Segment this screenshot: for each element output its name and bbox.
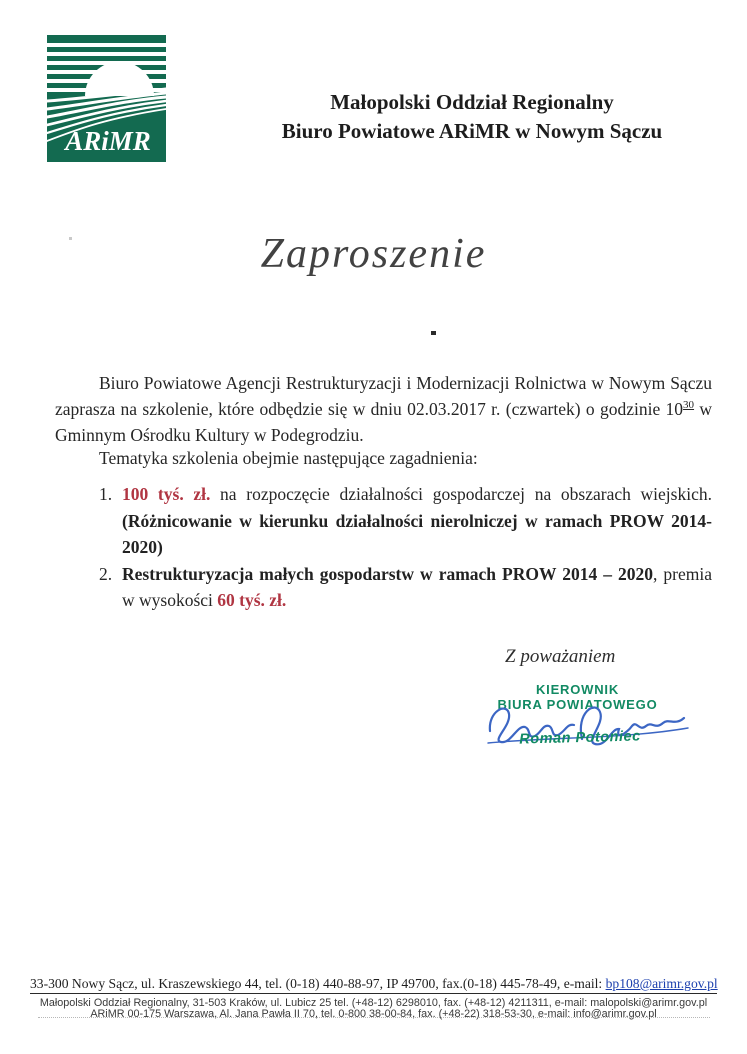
letterhead-line2: Biuro Powiatowe ARiMR w Nowym Sączu [281, 119, 663, 143]
topics-lead-paragraph: Tematyka szkolenia obejmie następujące zagadnienia: [99, 447, 478, 468]
list-item-1-bold: (Różnicowanie w kierunku działalności nierolniczej w ramach PROW 2014-2020) [122, 510, 712, 557]
topics-list [99, 481, 712, 614]
document-title: Zaproszenie [260, 231, 487, 277]
list-item-2-number: 2. [99, 563, 113, 584]
list-item-2 [99, 561, 712, 614]
arimr-logo [47, 35, 166, 162]
arimr-logo-text: ARiMR [65, 126, 151, 156]
closing-phrase: Z poważaniem [505, 646, 616, 667]
stamp-name: Roman Potoniec [519, 728, 641, 748]
list-item-1-number: 1. [99, 484, 113, 504]
list-item-1 [99, 481, 712, 561]
scan-speck [431, 331, 436, 335]
footer-dotted-line [38, 1017, 710, 1018]
footer-divider [30, 993, 717, 994]
intro-text-2: w Gminnym Ośrodku Kultury w Podegrodziu. [55, 398, 713, 445]
intro-text-1: Biuro Powiatowe Agencji Restrukturyzacji i Modernizacji Rolnictwa w Nowym Sączu zaprasza na szkolenie, które odbędzie się w dniu 02.03.2017 r. (czwartek) o godzinie 10 [55, 372, 712, 419]
list-item-1-text: na rozpoczęcie działalności gospodarczej na obszarach wiejskich. [210, 484, 712, 504]
intro-paragraph [55, 370, 712, 448]
footer-office-line [30, 976, 717, 992]
scan-speck-faint [69, 237, 72, 240]
footer-regional-line: Małopolski Oddział Regionalny, 31-503 Kraków, ul. Lubicz 25 tel. (+48-12) 6298010, fax. (+48-12) 4211311, e-mail: malopolski@arimr.gov.pl [39, 997, 708, 1009]
footer-email-link[interactable]: bp108@arimr.gov.pl [605, 976, 718, 991]
footer-hq-line: ARiMR 00-175 Warszawa, Al. Jana Pawła II 70, tel. 0-800 38-00-84, fax. (+48-22) 318-53-30, e-mail: info@arimr.gov.pl [90, 1008, 657, 1020]
footer-office-text: 33-300 Nowy Sącz, ul. Kraszewskiego 44, tel. (0-18) 440-88-97, IP 49700, fax.(0-18) 445-78-49, e-mail: [30, 976, 606, 991]
letterhead-line1: Małopolski Oddział Regionalny [330, 90, 614, 114]
stamp-title-line2: BIURA POWIATOWEGO [497, 696, 658, 712]
list-item-2-bold: Restrukturyzacja małych gospodarstw w ramach PROW 2014 – 2020 [122, 563, 653, 584]
arimr-logo-icon [47, 35, 166, 162]
hour-superscript: 30 [683, 398, 695, 411]
list-item-2-text: , premia w wysokości [122, 563, 712, 610]
stamp-title-line1: KIEROWNIK [535, 682, 620, 697]
letterhead [230, 88, 714, 146]
list-item-2-amount: 60 tyś. zł. [217, 590, 287, 610]
list-item-1-amount: 100 tyś. zł. [122, 484, 211, 504]
